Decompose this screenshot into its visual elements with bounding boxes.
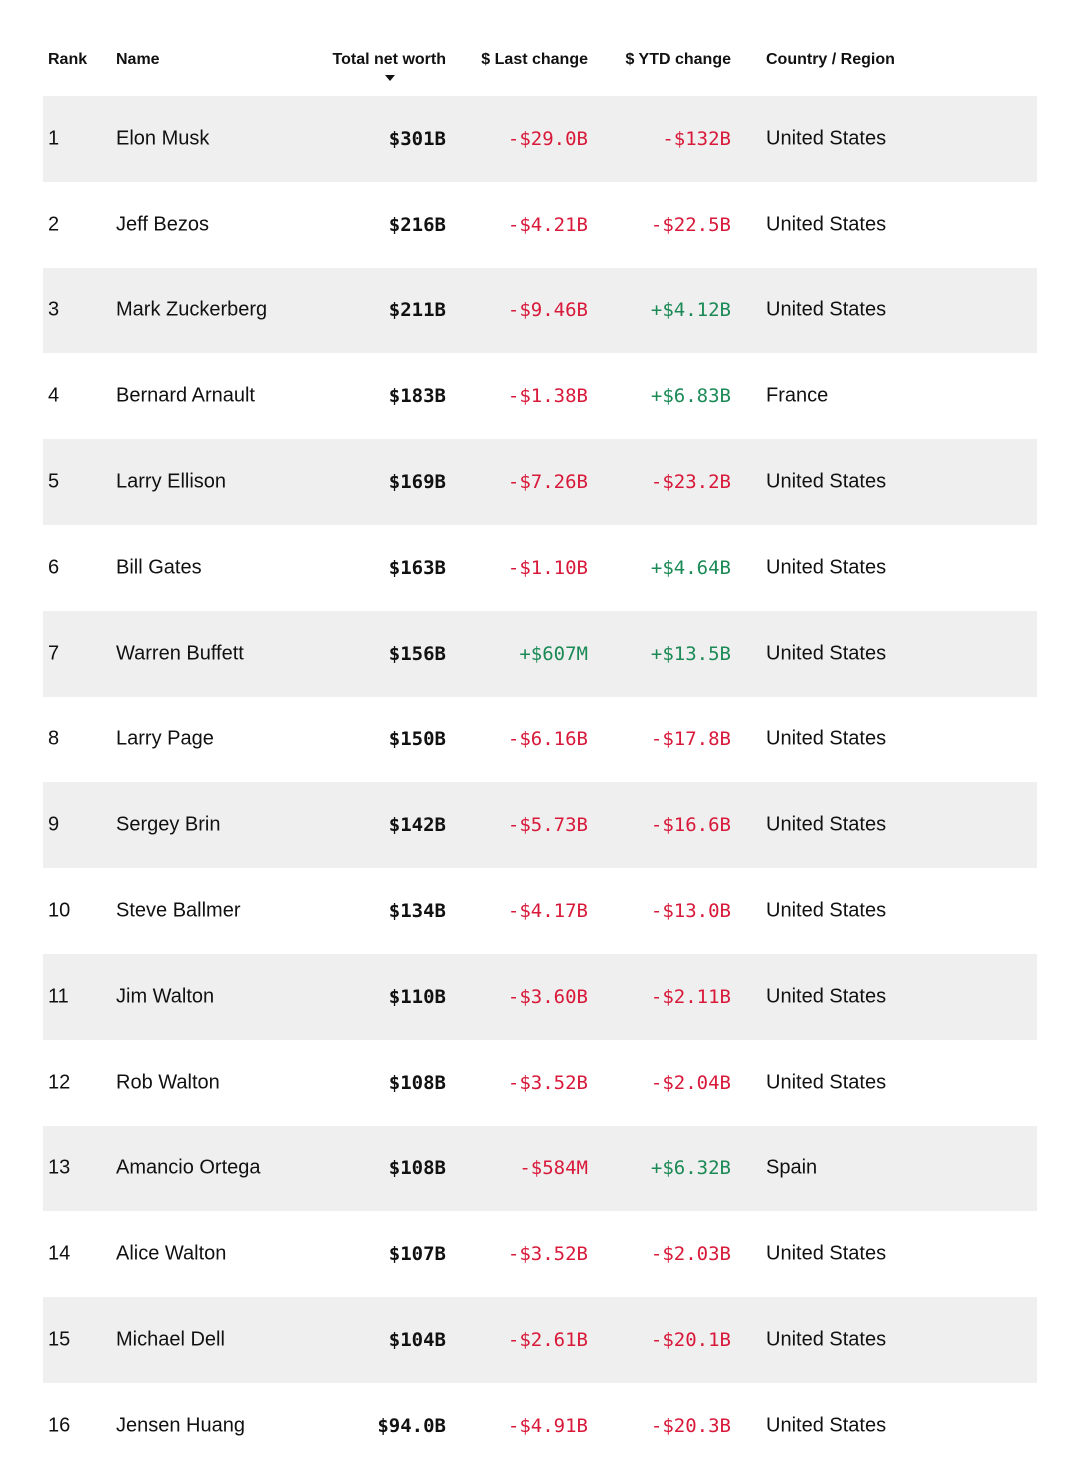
table-row[interactable] (43, 1383, 1037, 1469)
country-cell: United States (766, 470, 887, 493)
last-change-cell: -$4.91B (507, 1414, 588, 1437)
column-header-last-change[interactable]: $ Last change (481, 51, 588, 68)
ytd-change-cell: -$16.6B (650, 814, 731, 837)
table-row[interactable] (43, 525, 1037, 611)
rank-cell: 10 (48, 899, 71, 922)
last-change-cell: -$1.10B (507, 556, 588, 579)
total-net-worth-cell: $94.0B (377, 1414, 446, 1437)
last-change-cell: -$3.52B (507, 1243, 588, 1266)
ytd-change-cell: +$6.83B (650, 385, 731, 408)
total-net-worth-cell: $104B (388, 1329, 446, 1352)
last-change-cell: -$3.52B (507, 1071, 588, 1094)
rank-cell: 2 (48, 213, 60, 236)
ytd-change-cell: -$2.04B (650, 1071, 731, 1094)
country-cell: United States (766, 1414, 887, 1437)
last-change-cell: +$607M (519, 642, 588, 665)
total-net-worth-cell: $183B (388, 385, 446, 408)
country-cell: United States (766, 1242, 887, 1265)
table-row[interactable] (43, 96, 1037, 182)
table-body (43, 96, 1037, 1469)
country-cell: United States (766, 556, 887, 579)
country-cell: United States (766, 1328, 887, 1351)
column-header-ytd-change[interactable]: $ YTD change (625, 51, 731, 68)
total-net-worth-cell: $134B (388, 900, 446, 923)
column-header-name[interactable]: Name (116, 51, 160, 68)
last-change-cell: -$4.21B (507, 213, 588, 236)
total-net-worth-cell: $301B (388, 127, 446, 150)
name-cell[interactable]: Jensen Huang (116, 1414, 245, 1437)
country-cell: Spain (766, 1156, 818, 1179)
country-cell: United States (766, 1071, 887, 1094)
last-change-cell: -$9.46B (507, 299, 588, 322)
country-cell: United States (766, 985, 887, 1008)
rank-cell: 15 (48, 1328, 71, 1351)
last-change-cell: -$7.26B (507, 471, 588, 494)
ytd-change-cell: +$4.64B (650, 556, 731, 579)
ytd-change-cell: -$17.8B (650, 728, 731, 751)
name-cell[interactable]: Rob Walton (116, 1071, 220, 1094)
rank-cell: 12 (48, 1071, 71, 1094)
name-cell[interactable]: Warren Buffett (116, 642, 244, 665)
ytd-change-cell: -$2.03B (650, 1243, 731, 1266)
table-row[interactable] (43, 868, 1037, 954)
name-cell[interactable]: Sergey Brin (116, 813, 221, 836)
total-net-worth-cell: $142B (388, 814, 446, 837)
country-cell: United States (766, 127, 887, 150)
total-net-worth-cell: $110B (388, 985, 446, 1008)
table-row[interactable] (43, 697, 1037, 783)
name-cell[interactable]: Jeff Bezos (116, 213, 210, 236)
name-cell[interactable]: Larry Page (116, 727, 214, 750)
table-row[interactable] (43, 611, 1037, 697)
name-cell[interactable]: Bill Gates (116, 556, 202, 579)
column-header-total-net-worth[interactable]: Total net worth (332, 51, 446, 68)
last-change-cell: -$29.0B (507, 127, 588, 150)
total-net-worth-cell: $107B (388, 1243, 446, 1266)
name-cell[interactable]: Mark Zuckerberg (116, 298, 268, 321)
table-row[interactable] (43, 268, 1037, 354)
total-net-worth-cell: $156B (388, 642, 446, 665)
table-row[interactable] (43, 1297, 1037, 1383)
name-cell[interactable]: Steve Ballmer (116, 899, 241, 922)
name-cell[interactable]: Alice Walton (116, 1242, 227, 1265)
column-header-country-region[interactable]: Country / Region (766, 51, 895, 68)
billionaires-table (43, 0, 1037, 1469)
table-row[interactable] (43, 1126, 1037, 1212)
last-change-cell: -$6.16B (507, 728, 588, 751)
total-net-worth-cell: $169B (388, 471, 446, 494)
total-net-worth-cell: $216B (388, 213, 446, 236)
name-cell[interactable]: Jim Walton (116, 985, 215, 1008)
last-change-cell: -$1.38B (507, 385, 588, 408)
rank-cell: 6 (48, 556, 60, 579)
country-cell: United States (766, 899, 887, 922)
table-row[interactable] (43, 1211, 1037, 1297)
ytd-change-cell: +$6.32B (650, 1157, 731, 1180)
last-change-cell: -$584M (519, 1157, 588, 1180)
name-cell[interactable]: Amancio Ortega (116, 1156, 261, 1179)
table-row[interactable] (43, 782, 1037, 868)
total-net-worth-cell: $108B (388, 1071, 446, 1094)
rank-cell: 3 (48, 298, 60, 321)
ytd-change-cell: -$22.5B (650, 213, 731, 236)
table-row[interactable] (43, 439, 1037, 525)
last-change-cell: -$5.73B (507, 814, 588, 837)
table-row[interactable] (43, 182, 1037, 268)
last-change-cell: -$2.61B (507, 1329, 588, 1352)
rank-cell: 1 (48, 127, 60, 150)
rank-cell: 11 (48, 985, 69, 1008)
ytd-change-cell: +$13.5B (650, 642, 731, 665)
caret-down-icon[interactable] (385, 75, 395, 81)
rank-cell: 5 (48, 470, 60, 493)
ytd-change-cell: -$132B (662, 127, 731, 150)
rank-cell: 16 (48, 1414, 71, 1437)
name-cell[interactable]: Larry Ellison (116, 470, 227, 493)
name-cell[interactable]: Elon Musk (116, 127, 210, 150)
total-net-worth-cell: $108B (388, 1157, 446, 1180)
rank-cell: 7 (48, 642, 60, 665)
ytd-change-cell: -$13.0B (650, 900, 731, 923)
total-net-worth-cell: $150B (388, 728, 446, 751)
country-cell: United States (766, 213, 887, 236)
ytd-change-cell: -$23.2B (650, 471, 731, 494)
rank-cell: 14 (48, 1242, 71, 1265)
rank-cell: 13 (48, 1156, 71, 1179)
last-change-cell: -$4.17B (507, 900, 588, 923)
name-cell[interactable]: Bernard Arnault (116, 384, 255, 407)
table-row[interactable] (43, 353, 1037, 439)
table-header (43, 0, 1037, 96)
country-cell: United States (766, 813, 887, 836)
table-row[interactable] (43, 954, 1037, 1040)
table-row[interactable] (43, 1040, 1037, 1126)
rank-cell: 8 (48, 727, 60, 750)
rank-cell: 4 (48, 384, 60, 407)
ytd-change-cell: -$2.11B (650, 985, 731, 1008)
ytd-change-cell: -$20.3B (650, 1414, 731, 1437)
country-cell: France (766, 384, 829, 407)
column-header-rank[interactable]: Rank (48, 51, 88, 68)
ytd-change-cell: -$20.1B (650, 1329, 731, 1352)
total-net-worth-cell: $163B (388, 556, 446, 579)
country-cell: United States (766, 642, 887, 665)
rank-cell: 9 (48, 813, 60, 836)
country-cell: United States (766, 298, 887, 321)
total-net-worth-cell: $211B (388, 299, 446, 322)
country-cell: United States (766, 727, 887, 750)
ytd-change-cell: +$4.12B (650, 299, 731, 322)
name-cell[interactable]: Michael Dell (116, 1328, 225, 1351)
last-change-cell: -$3.60B (507, 985, 588, 1008)
